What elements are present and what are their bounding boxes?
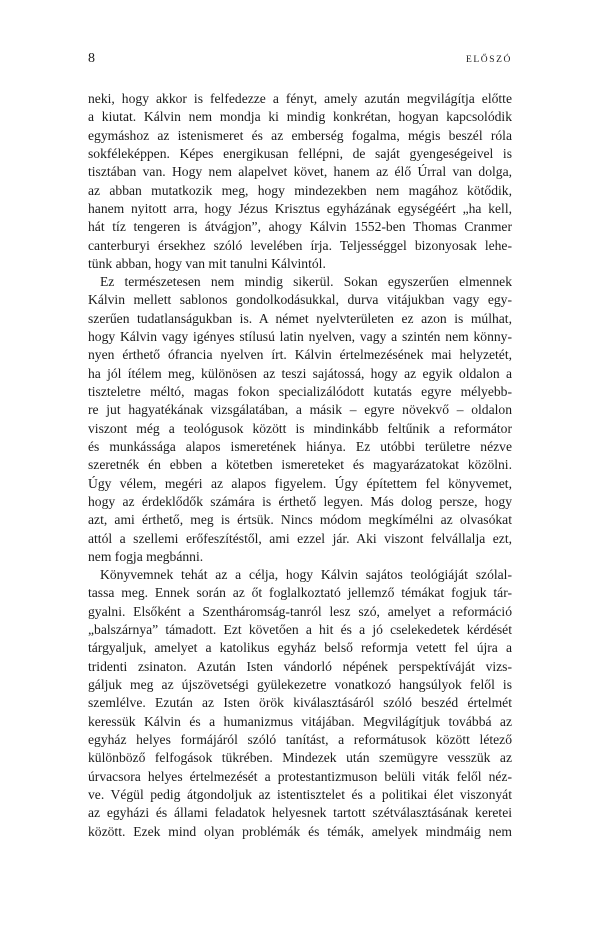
text-line: neki, hogy akkor is felfedezze a fényt, amely azután megvilágítja előtte (88, 91, 512, 106)
text-line: különböző felfogások tükrében. Mindezek után szemügyre vesszük az (88, 750, 512, 766)
text-line: az egyházi és állami feladatok helyesnek tartott szétválasztásának keretei (88, 805, 512, 821)
text-line: attól a szellemi erőfeszítéstől, ami ezzel jár. Aki viszont felvállalja ezt, (88, 530, 512, 546)
text-line: canterburyi érsekhez szóló levelében írja. Teljességgel bizonyosak lehe- (88, 237, 512, 253)
text-line: a kiutat. Kálvin nem mondja ki mindig konkrétan, hogyan kapcsolódik (88, 109, 512, 125)
page-number: 8 (88, 51, 95, 66)
text-line: tünk abban, hogy van mit tanulni Kálvintól. (88, 255, 326, 271)
text-line: re jut hagyatékának vizsgálatában, a másik – egyre növekvő – oldalon (88, 402, 512, 418)
text-line: „balszárnya” támadott. Ezt követően a hit és a jó cselekedetek kérdését (88, 622, 512, 638)
text-line: Kálvin mellett sablonos gondolkodásukkal, durva vitájukban vagy egy- (88, 292, 512, 308)
text-line: szemlélve. Ezután az Isten örök kiválasztásáról szóló beszéd értelmét (88, 695, 512, 711)
text-line: gyalni. Elsőként a Szentháromság-tanról lesz szó, amelyet a reformáció (88, 603, 512, 619)
text-line: egymáshoz az istenismeret és az emberség fogalma, mégis beszél róla (88, 127, 512, 143)
text-line: Ez természetesen nem mindig sikerül. Sokan egyszerűen elmennek (100, 274, 512, 290)
text-line: tisztában van. Hogy nem alapelvet követ, hanem az élő Úrral van dolga, (88, 164, 512, 180)
text-line: tridenti zsinaton. Azután Isten vándorló népének perspektíváját vizs- (88, 658, 512, 674)
text-line: úrvacsora helyes értelmezését a protestantizmuson belüli viták felől néz- (88, 768, 512, 784)
section-title: ELŐSZÓ (465, 55, 512, 65)
text-line: között. Ezek mind olyan problémák és témák, amelyek mindmáig nem (88, 823, 512, 839)
text-line: szeretnék én ebben a kötetben ismereteket és magyarázatokat közölni. (88, 457, 512, 473)
text-line: ve. Végül pedig átgondoljuk az istentisztelet és a politikai élet viszonyát (88, 786, 512, 802)
text-line: Úgy vélem, megéri az alapos figyelem. Úgy építettem fel könyvemet, (88, 475, 512, 491)
text-line: szerűen tudatlanságukban is. A német nyelvterületen ez azon is múlhat, (88, 310, 512, 326)
body-text (88, 90, 512, 841)
text-line: tárgyaljuk, amelyet a katolikus egyház belső reformja vetett fel újra a (88, 640, 512, 656)
text-line: gáljuk meg az újszövetségi gyülekezetre vonatkozó hangsúlyok felől is (88, 677, 512, 692)
text-line: nem fogja megbánni. (88, 548, 204, 564)
text-line: egyház helyes formájáról szóló tanítást, a reformátusok között létező (88, 731, 512, 747)
text-line: az abban mutatkozik meg, hogy mindezekben nem magához kötődik, (88, 182, 512, 198)
text-line: hanem nyitott arra, hogy Jézus Krisztus egyházának egységéért „ha kell, (88, 200, 512, 216)
text-line: és munkássága alapos ismeretének hiánya. Ez utóbbi területre nézve (88, 438, 512, 454)
text-line: nyen érthető ófrancia nyelven írt. Kálvin értelmezésének mai helyzetét, (88, 347, 512, 363)
text-line: tassa meg. Ennek során az őt foglalkoztató jellemző témákat fogjuk tár- (88, 585, 512, 601)
text-line: keressük Kálvin és a humanizmus vitájában. Megvilágítjuk továbbá az (88, 713, 512, 729)
running-head (88, 50, 512, 68)
text-line: hogy Kálvin vagy igényes stílusú latin nyelven, vagy a szintén nem könny- (88, 329, 512, 345)
text-line: Könyvemnek tehát az a célja, hogy Kálvin sajátos teológiáját szólal- (100, 567, 512, 583)
text-line: ha jól ítélem meg, különösen az teszi sajátossá, hogy az egyik oldalon a (88, 365, 512, 381)
text-line: hogy az érdeklődők számára is érthető legyen. Más dolog persze, hogy (88, 493, 512, 509)
book-page (88, 0, 512, 927)
text-line: sokféleképpen. Képes energikusan fellépni, de saját gyengeségeivel is (88, 145, 512, 161)
text-line: tiszteletre méltó, magas fokon specializálódott kutatás egyre mélyebb- (88, 384, 512, 399)
text-line: azt, ami érthető, meg is értsük. Nincs módom megkímélni az olvasókat (88, 512, 512, 528)
text-line: hát tíz tengeren is átvágjon”, ahogy Kálvin 1552-ben Thomas Cranmer (88, 219, 512, 235)
text-line: viszont még a teológusok között is mindinkább feltűnik a reformátor (88, 420, 512, 436)
